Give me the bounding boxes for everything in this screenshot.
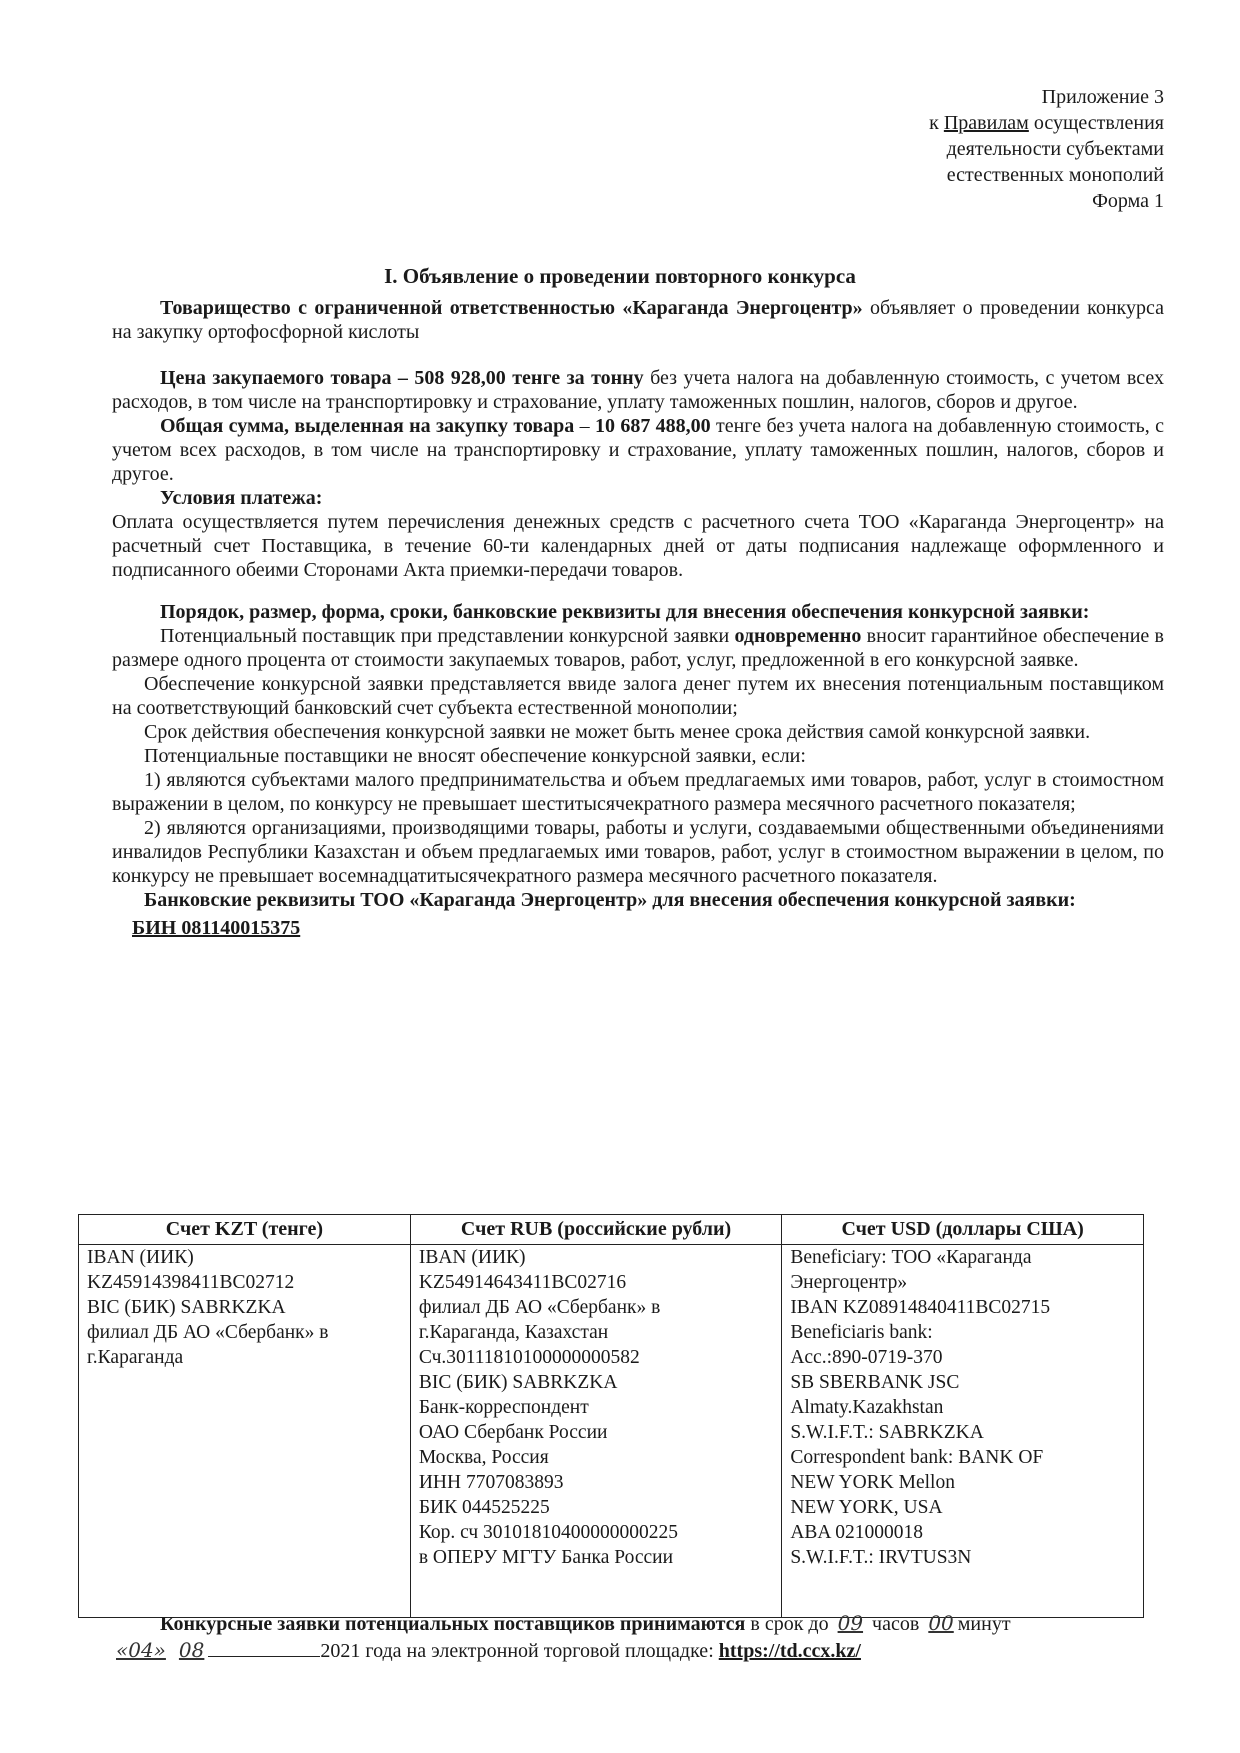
bank-detail-line: NEW YORK Mellon [790, 1472, 955, 1493]
handwritten-hours: 09 [837, 1611, 864, 1635]
header-rub: Счет RUB (российские рубли) [410, 1215, 781, 1245]
usd-account-cell [782, 1245, 1144, 1618]
appendix-line-3: деятельности субъектами [946, 138, 1164, 160]
rub-account-cell [410, 1245, 781, 1618]
kzt-account-cell [79, 1245, 411, 1618]
security-paragraph-3: Срок действия обеспечения конкурсной заявки не может быть менее срока действия самой конкурсной заявки. [144, 721, 1091, 743]
bank-detail-line: Москва, Россия [418, 1447, 549, 1468]
submission-deadline [112, 1610, 1164, 1664]
bank-detail-line: Сч.30111810100000000582 [418, 1347, 640, 1368]
bank-detail-line: филиал ДБ АО «Сбербанк» в [87, 1322, 329, 1343]
bank-detail-line: IBAN (ИИК) [418, 1247, 526, 1268]
bank-detail-line: Банк-корреспондент [418, 1397, 589, 1418]
bank-detail-line: BIC (БИК) SABRKZKA [87, 1297, 286, 1318]
header-usd: Счет USD (доллары США) [782, 1215, 1144, 1245]
bank-table-header-row [79, 1215, 1144, 1245]
security-paragraph-5: 1) являются субъектами малого предпринимательства и объем предлагаемых ими товаров, работ, услуг в стоимостном выражении в целом, по конкурсу не превышает шеститысячекратного размера месячного расчетного показателя; [112, 769, 1164, 815]
rules-link[interactable]: Правилам [943, 112, 1029, 134]
security-paragraph-6: 2) являются организациями, производящими товары, работы и услуги, создаваемыми общественными объединениями инвалидов Республики Казахстан и объем предлагаемых ими товаров, работ, услуг в стоимостном выражении в целом, по конкурсу не превышает восемнадцатитысячекратного размера месячного расчетного показателя. [112, 817, 1164, 887]
bank-heading: Банковские реквизиты ТОО «Караганда Энергоцентр» для внесения обеспечения конкурсной заявки: [144, 889, 1076, 911]
bank-detail-line: ABA 021000018 [790, 1522, 924, 1543]
bin-number: БИН 081140015375 [132, 917, 301, 939]
bank-detail-line: филиал ДБ АО «Сбербанк» в [418, 1297, 661, 1318]
bank-detail-line: Correspondent bank: BANK OF [790, 1447, 1044, 1468]
security-paragraph-1: Потенциальный поставщик при представлении конкурсной заявки одновременно вносит гарантийное обеспечение в размере одного процента от стоимости закупаемых товаров, работ, услуг, предложенной в его конкурсной заявке. [112, 625, 1164, 671]
bank-detail-line: Энергоцентр» [790, 1272, 908, 1293]
form-number: Форма 1 [1092, 190, 1164, 212]
deadline-line-2: «04» 08 2021 года на электронной торговой площадке: https://td.ccx.kz/ [112, 1637, 1164, 1664]
security-paragraph-4: Потенциальные поставщики не вносят обеспечение конкурсной заявки, если: [144, 745, 806, 767]
bank-detail-line: Beneficiary: ТОО «Караганда [790, 1247, 1032, 1268]
bank-detail-line: S.W.I.F.T.: SABRKZKA [790, 1422, 984, 1443]
appendix-rules-line: к Правилам осуществления [929, 112, 1164, 134]
bank-detail-line: Acc.:890-0719-370 [790, 1347, 943, 1368]
handwritten-day: «04» [116, 1638, 166, 1662]
price-paragraph: Цена закупаемого товара – 508 928,00 тенге за тонну без учета налога на добавленную стоимость, с учетом всех расходов, в том числе на транспортировку и страхование, уплату таможенных пошлин, налогов, сборов и другое. [112, 367, 1164, 413]
trading-platform-link[interactable]: https://td.ccx.kz/ [718, 1640, 861, 1662]
bank-detail-line: KZ45914398411BC02712 [87, 1272, 295, 1293]
handwritten-month: 08 [178, 1638, 205, 1662]
bank-detail-line: Almaty.Kazakhstan [790, 1397, 944, 1418]
bank-detail-line: BIC (БИК) SABRKZKA [418, 1372, 618, 1393]
bank-detail-line: IBAN (ИИК) [87, 1247, 194, 1268]
bank-detail-line: г.Караганда [87, 1347, 184, 1368]
bank-detail-line: SB SBERBANK JSC [790, 1372, 960, 1393]
document-title: I. Объявление о проведении повторного конкурса [384, 264, 856, 288]
bank-detail-line: Кор. сч 30101810400000000225 [418, 1522, 679, 1543]
header-kzt: Счет KZT (тенге) [79, 1215, 411, 1245]
appendix-number: Приложение 3 [1041, 86, 1164, 108]
bank-detail-line: NEW YORK, USA [790, 1497, 943, 1518]
document-body [112, 296, 1164, 940]
appendix-header [834, 84, 1164, 214]
bank-detail-line: KZ54914643411BC02716 [418, 1272, 627, 1293]
payment-text: Оплата осуществляется путем перечисления денежных средств с расчетного счета ТОО «Караганда Энергоцентр» на расчетный счет Поставщика, в течение 60-ти календарных дней от даты подписания надлежаще оформленного и подписанного обеими Сторонами Акта приемки-передачи товаров. [112, 511, 1164, 581]
intro-paragraph: Товарищество с ограниченной ответственностью «Караганда Энергоцентр» объявляет о проведении конкурса на закупку ортофосфорной кислоты [112, 297, 1164, 343]
security-heading: Порядок, размер, форма, сроки, банковские реквизиты для внесения обеспечения конкурсной заявки: [160, 601, 1090, 623]
bank-detail-line: ОАО Сбербанк России [418, 1422, 608, 1443]
security-paragraph-2: Обеспечение конкурсной заявки представляется ввиде залога денег путем их внесения потенциальным поставщиком на соответствующий банковский счет субъекта естественной монополии; [112, 673, 1164, 719]
date-blank-line [208, 1656, 320, 1657]
bank-detail-line: БИК 044525225 [418, 1497, 550, 1518]
bank-detail-line: IBAN KZ08914840411BC02715 [790, 1297, 1051, 1318]
handwritten-minutes: 00 [928, 1611, 954, 1635]
bank-table-row [79, 1245, 1144, 1618]
total-paragraph: Общая сумма, выделенная на закупку товара – 10 687 488,00 тенге без учета налога на добавленную стоимость, с учетом всех расходов, в том числе на транспортировку и страхование, уплату таможенных пошлин, налогов, сборов и другое. [112, 415, 1165, 485]
bank-details-table [78, 1214, 1144, 1618]
bank-detail-line: Beneficiaris bank: [790, 1322, 933, 1343]
bank-detail-line: г.Караганда, Казахстан [418, 1322, 609, 1343]
deadline-line-1: Конкурсные заявки потенциальных поставщиков принимаются в срок до 09 часов 00 минут [160, 1611, 1011, 1635]
bank-detail-line: S.W.I.F.T.: IRVTUS3N [790, 1547, 972, 1568]
bank-detail-line: ИНН 7707083893 [418, 1472, 564, 1493]
payment-heading: Условия платежа: [160, 487, 323, 509]
appendix-line-4: естественных монополий [946, 164, 1164, 186]
bank-detail-line: в ОПЕРУ МГТУ Банка России [418, 1547, 674, 1568]
